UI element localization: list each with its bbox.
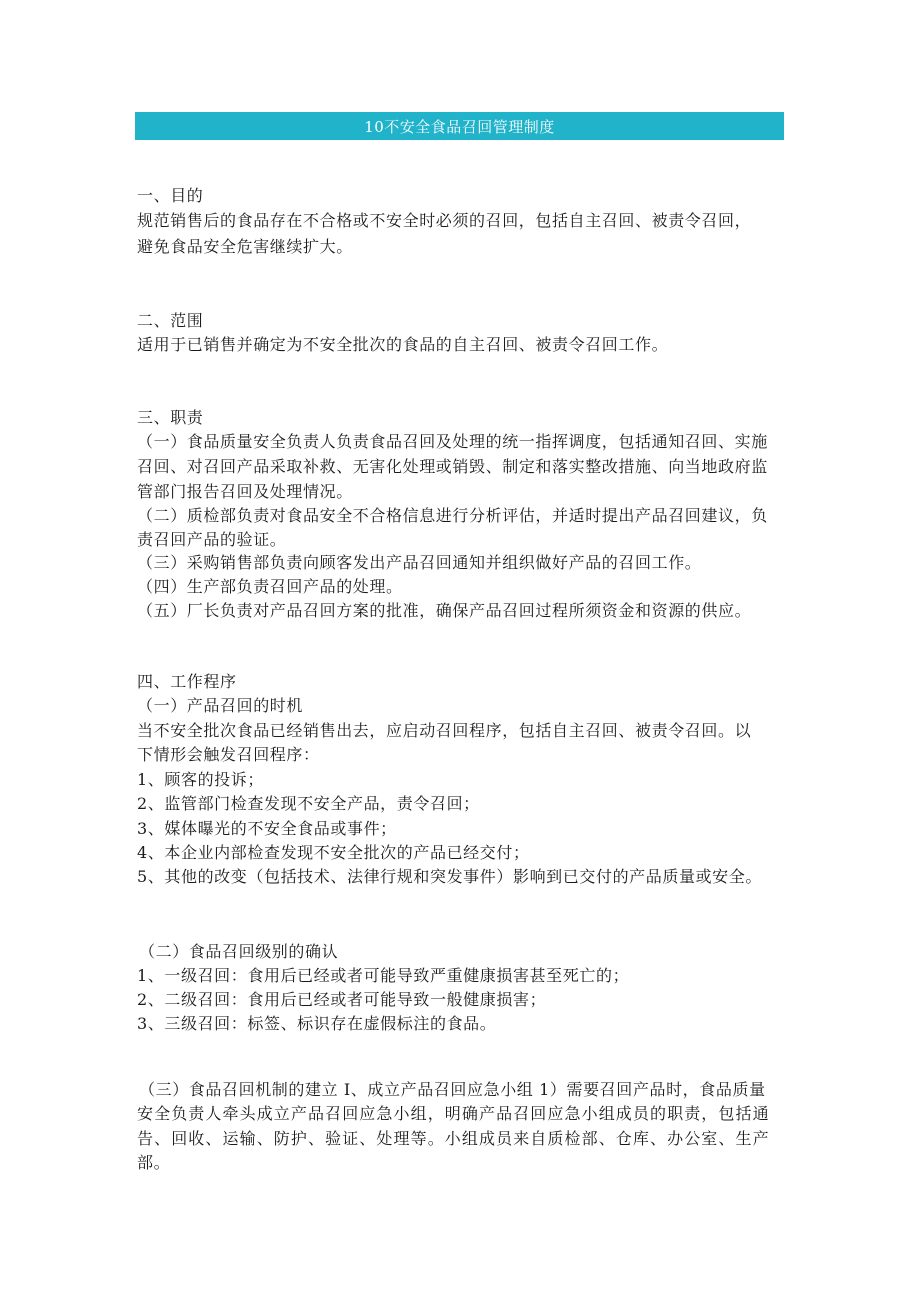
paragraph-line: （一）食品质量安全负责人负责食品召回及处理的统一指挥调度，包括通知召回、实施 bbox=[137, 432, 768, 451]
section-heading-purpose: 一、目的 bbox=[137, 186, 204, 205]
list-item: 2、二级召回：食用后已经或者可能导致一般健康损害； bbox=[137, 990, 547, 1009]
list-item: 3、媒体曝光的不安全食品或事件； bbox=[137, 819, 397, 838]
list-item: 5、其他的改变（包括技术、法律行规和突发事件）影响到已交付的产品质量或安全。 bbox=[137, 867, 762, 886]
paragraph-line: 适用于已销售并确定为不安全批次的食品的自主召回、被责令召回工作。 bbox=[137, 335, 669, 354]
paragraph-line: （二）质检部负责对食品安全不合格信息进行分析评估，并适时提出产品召回建议，负 bbox=[137, 506, 768, 525]
document-title: 10不安全食品召回管理制度 bbox=[135, 112, 784, 140]
paragraph-line: 部。 bbox=[137, 1153, 171, 1172]
section-heading-procedure: 四、工作程序 bbox=[137, 672, 237, 691]
list-item: 3、三级召回：标签、标识存在虚假标注的食品。 bbox=[137, 1014, 497, 1033]
paragraph-line: 规范销售后的食品存在不合格或不安全时必须的召回，包括自主召回、被责令召回， bbox=[137, 211, 752, 230]
paragraph-line: 管部门报告召回及处理情况。 bbox=[137, 482, 353, 501]
list-item: 1、一级召回：食用后已经或者可能导致严重健康损害甚至死亡的； bbox=[137, 966, 630, 985]
paragraph-line: 避免食品安全危害继续扩大。 bbox=[137, 237, 353, 256]
paragraph-line: 安全负责人牵头成立产品召回应急小组，明确产品召回应急小组成员的职责，包括通 bbox=[137, 1104, 770, 1123]
subsection-heading-levels: （二）食品召回级别的确认 bbox=[139, 942, 339, 961]
subsection-heading-mechanism: （三）食品召回机制的建立 I、成立产品召回应急小组 1）需要召回产品时，食品质量 bbox=[139, 1080, 766, 1099]
paragraph-line: 责召回产品的验证。 bbox=[137, 530, 287, 549]
paragraph-line: 下情形会触发召回程序： bbox=[137, 745, 320, 764]
paragraph-line: （五）厂长负责对产品召回方案的批准，确保产品召回过程所须资金和资源的供应。 bbox=[137, 601, 752, 620]
list-item: 1、顾客的投诉； bbox=[137, 770, 264, 789]
paragraph-line: （三）采购销售部负责向顾客发出产品召回通知并组织做好产品的召回工作。 bbox=[137, 553, 702, 572]
paragraph-line: （四）生产部负责召回产品的处理。 bbox=[137, 577, 403, 596]
section-heading-scope: 二、范围 bbox=[137, 311, 204, 330]
section-heading-duties: 三、职责 bbox=[137, 408, 204, 427]
list-item: 4、本企业内部检查发现不安全批次的产品已经交付； bbox=[137, 843, 530, 862]
subsection-heading-timing: （一）产品召回的时机 bbox=[137, 696, 304, 715]
paragraph-line: 当不安全批次食品已经销售出去，应启动召回程序，包括自主召回、被责令召回。以 bbox=[137, 721, 752, 740]
list-item: 2、监管部门检查发现不安全产品，责令召回； bbox=[137, 794, 480, 813]
paragraph-line: 告、回收、运输、防护、验证、处理等。小组成员来自质检部、仓库、办公室、生产 bbox=[137, 1129, 770, 1148]
paragraph-line: 召回、对召回产品采取补救、无害化处理或销毁、制定和落实整改措施、向当地政府监 bbox=[137, 457, 768, 476]
